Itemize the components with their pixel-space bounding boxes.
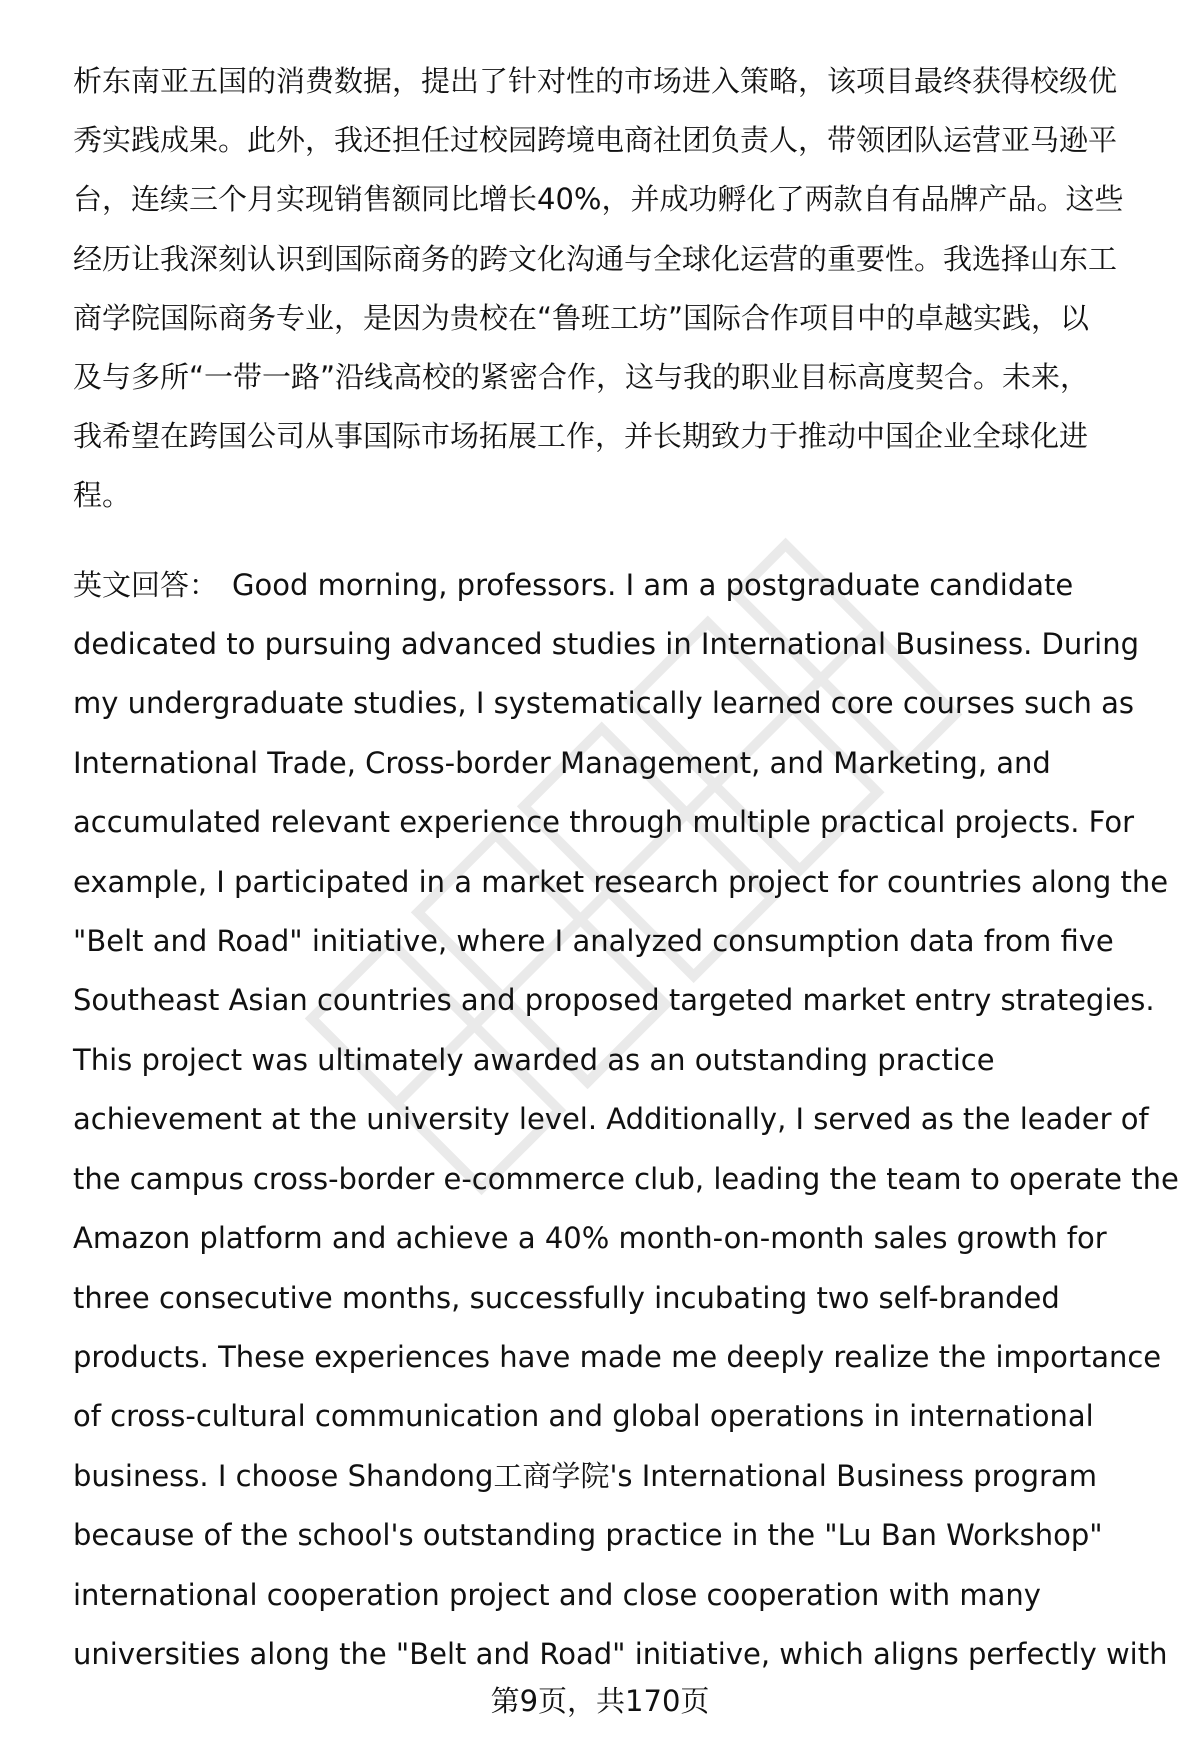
text-line: accumulated relevant experience through multiple practical projects. For [73,805,1134,840]
text-line: 秀实践成果。此外，我还担任过校园跨境电商社团负责人，带领团队运营亚马逊平 [73,123,1118,158]
text-line: 经历让我深刻认识到国际商务的跨文化沟通与全球化运营的重要性。我选择山东工 [73,241,1118,276]
text-line: 我希望在跨国公司从事国际市场拓展工作，并长期致力于推动中国企业全球化进 [73,419,1089,454]
text-line: my undergraduate studies, I systematically learned core courses such as [73,686,1135,721]
text-line: 商学院国际商务专业，是因为贵校在“鲁班工坊”国际合作项目中的卓越实践，以 [73,300,1090,335]
text-line: 析东南亚五国的消费数据，提出了针对性的市场进入策略，该项目最终获得校级优 [73,64,1118,98]
english-answer-label: 英文回答： [73,567,219,602]
text-line: dedicated to pursuing advanced studies in International Business. During [73,627,1140,662]
text-line: "Belt and Road" initiative, where I analyzed consumption data from five [73,924,1114,959]
text-line: 台，连续三个月实现销售额同比增长40%，并成功孵化了两款自有品牌产品。这些 [73,182,1124,217]
english-answer-paragraph [73,556,1179,1685]
text-line: of cross-cultural communication and global operations in international [73,1399,1094,1434]
text-line: International Trade, Cross-border Management, and Marketing, and [73,745,1051,780]
text-line-content: Good morning, professors. I am a postgraduate candidate [232,567,1074,602]
main-content [73,52,1179,1684]
text-line-first [73,556,1153,615]
chinese-paragraph [73,52,1153,526]
text-line: This project was ultimately awarded as an outstanding practice [73,1042,995,1077]
text-line: three consecutive months, successfully incubating two self-branded [73,1280,1060,1315]
text-line: international cooperation project and close cooperation with many [73,1577,1041,1612]
page-indicator: 第9页，共170页 [490,1684,710,1718]
text-line: Amazon platform and achieve a 40% month-on-month sales growth for [73,1221,1107,1256]
text-line: because of the school's outstanding practice in the "Lu Ban Workshop" [73,1518,1103,1553]
text-line: products. These experiences have made me deeply realize the importance [73,1339,1162,1374]
text-line: universities along the "Belt and Road" initiative, which aligns perfectly with [73,1636,1168,1671]
text-line: 程。 [73,478,132,513]
text-line: the campus cross-border e-commerce club, leading the team to operate the [73,1161,1179,1196]
text-line: example, I participated in a market research project for countries along the [73,864,1169,899]
text-line: achievement at the university level. Additionally, I served as the leader of [73,1102,1149,1137]
text-line: Southeast Asian countries and proposed targeted market entry strategies. [73,983,1155,1018]
text-line: 及与多所“一带一路”沿线高校的紧密合作，这与我的职业目标高度契合。未来， [73,360,1090,395]
text-line: business. I choose Shandong工商学院's International Business program [73,1458,1097,1493]
